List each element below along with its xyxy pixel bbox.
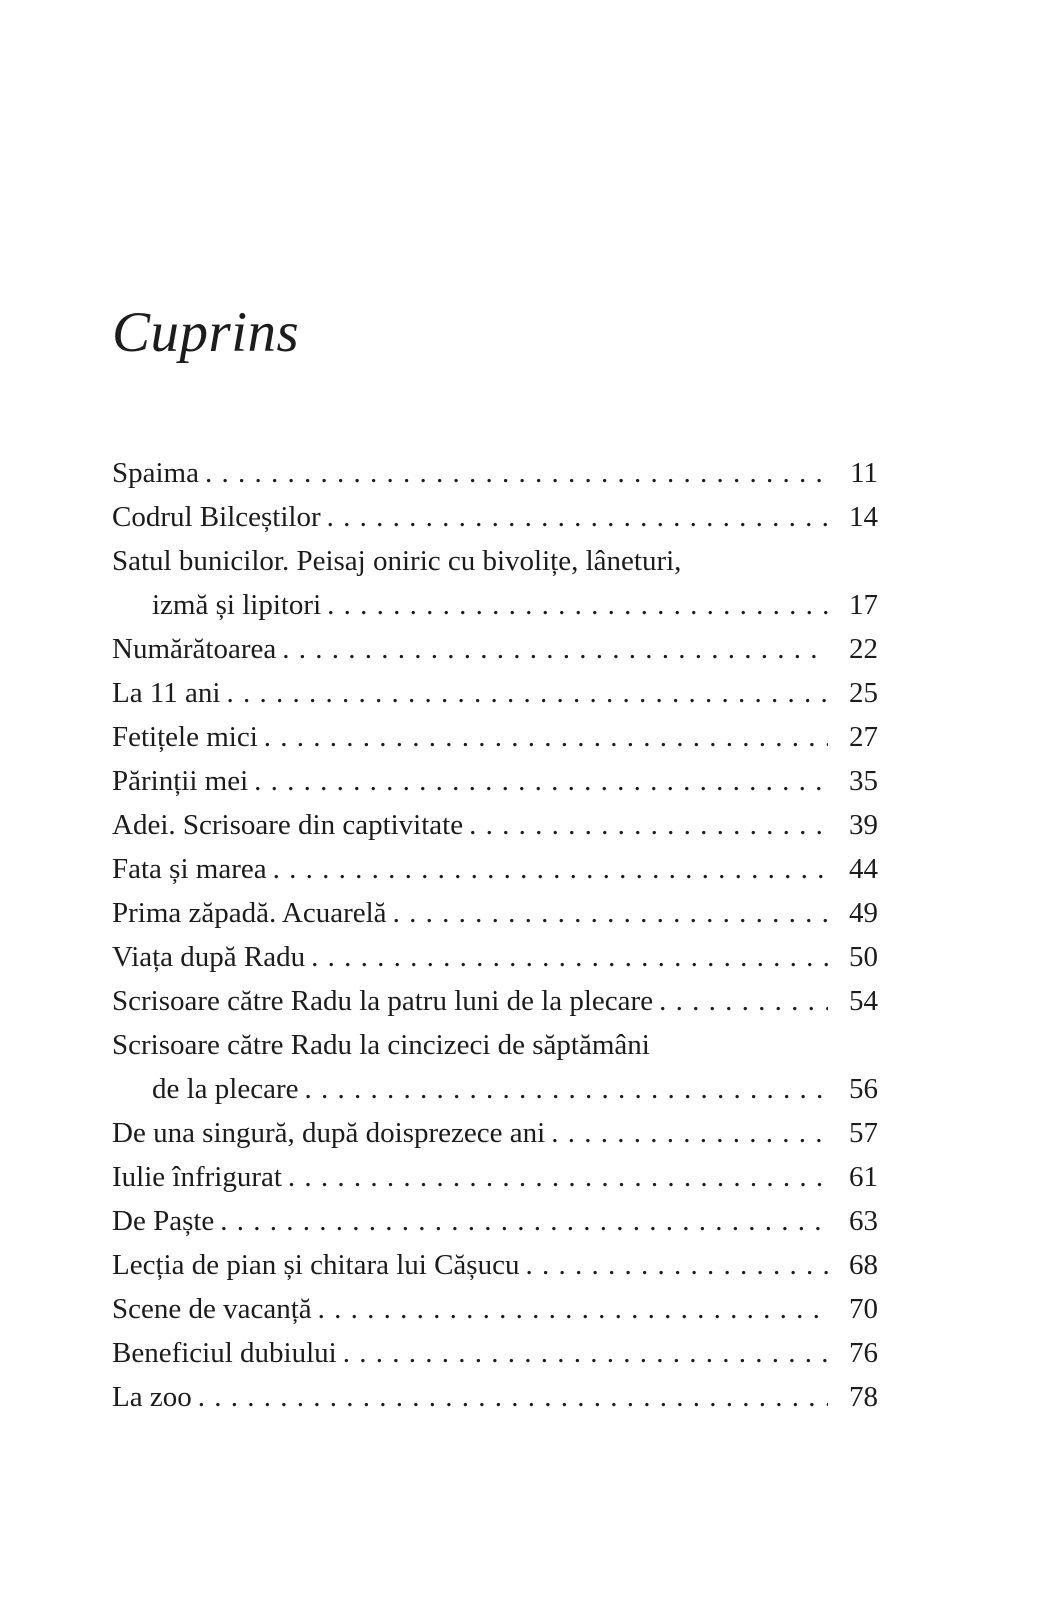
toc-entry-title: Lecția de pian și chitara lui Cășucu [112,1249,520,1281]
dot-leader [318,1287,828,1331]
toc-page-number: 25 [849,677,878,709]
toc-entry-title: De una singură, după doisprezece ani [112,1117,546,1149]
toc-entry [112,847,878,891]
toc-entry [112,1243,878,1287]
toc-entry-title: Numărătoarea [112,633,277,665]
toc-entry-title: De Paște [112,1205,215,1237]
dot-leader [343,1331,828,1375]
toc-entry-title: La zoo [112,1381,192,1413]
toc-entry [112,1067,878,1111]
dot-leader [393,891,828,935]
toc-page-number: 27 [849,721,878,753]
toc-entry [112,1111,878,1155]
dot-leader [205,451,828,495]
toc-entry-title: Viața după Radu [112,941,306,973]
toc-entry [112,715,878,759]
toc-entry-title: Scrisoare către Radu la cincizeci de săptămâni [112,1029,650,1061]
toc-entry-title: de la plecare [152,1073,299,1105]
dot-leader [327,583,828,627]
dot-leader [327,495,828,539]
dot-leader [469,803,828,847]
dot-leader [305,1067,828,1111]
dot-leader [198,1375,828,1419]
dot-leader [226,671,828,715]
toc-entry [112,583,878,627]
toc-page-number: 56 [849,1073,878,1105]
dot-leader [282,627,828,671]
toc-entry-title: Scrisoare către Radu la patru luni de la plecare [112,985,654,1017]
toc-page-number: 68 [849,1249,878,1281]
toc-page-number: 61 [849,1161,878,1193]
dot-leader [220,1199,828,1243]
toc-entry-title: izmă și lipitori [152,589,322,621]
toc-entry [112,1331,878,1375]
page-title: Cuprins [112,301,300,364]
toc-page-number: 57 [849,1117,878,1149]
toc-entry-title: Scene de vacanță [112,1293,312,1325]
toc-entry-title: La 11 ani [112,677,221,709]
toc-page-number: 11 [850,457,878,489]
dot-leader [311,935,828,979]
dot-leader [273,847,828,891]
dot-leader [551,1111,828,1155]
toc-page-number: 35 [849,765,878,797]
toc-entry-title: Iulie înfrigurat [112,1161,282,1193]
toc-page-number: 76 [849,1337,878,1369]
dot-leader [264,715,828,759]
toc-entry-title: Codrul Bilceștilor [112,501,321,533]
toc-page-number: 22 [849,633,878,665]
toc-page-number: 70 [849,1293,878,1325]
toc-entry [112,1375,878,1419]
toc-list [112,451,878,1419]
toc-entry-title: Prima zăpadă. Acuarelă [112,897,387,929]
dot-leader [525,1243,828,1287]
toc-entry [112,979,878,1023]
toc-entry-title: Beneficiul dubiului [112,1337,337,1369]
toc-entry-title: Adei. Scrisoare din captivitate [112,809,464,841]
toc-entry [112,1287,878,1331]
toc-entry [112,1199,878,1243]
toc-entry [112,671,878,715]
toc-page-number: 63 [849,1205,878,1237]
toc-entry-title: Satul bunicilor. Peisaj oniric cu bivolițe, lâneturi, [112,545,682,577]
toc-entry [112,495,878,539]
toc-page-number: 17 [849,589,878,621]
toc-entry [112,935,878,979]
toc-entry [112,627,878,671]
toc-content [112,0,878,1419]
toc-entry [112,539,878,583]
toc-page-number: 49 [849,897,878,929]
toc-entry-title: Spaima [112,457,199,489]
toc-entry-title: Părinții mei [112,765,249,797]
toc-entry [112,891,878,935]
toc-page-number: 78 [849,1381,878,1413]
toc-entry-title: Fetițele mici [112,721,258,753]
toc-entry-title: Fata și marea [112,853,267,885]
dot-leader [288,1155,828,1199]
toc-page-number: 50 [849,941,878,973]
toc-page-number: 14 [849,501,878,533]
dot-leader [659,979,828,1023]
toc-page-number: 54 [849,985,878,1017]
toc-entry [112,1023,878,1067]
toc-entry [112,1155,878,1199]
toc-entry [112,803,878,847]
toc-entry [112,451,878,495]
toc-entry [112,759,878,803]
toc-page-number: 39 [849,809,878,841]
dot-leader [254,759,828,803]
toc-page-number: 44 [849,853,878,885]
